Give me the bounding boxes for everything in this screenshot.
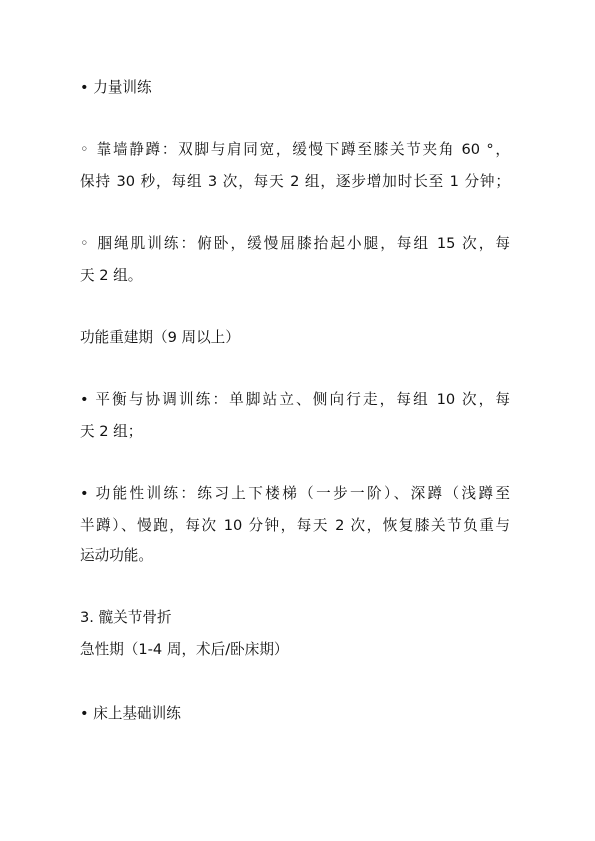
bullet-heading-bed-training: • 床上基础训练: [80, 705, 181, 722]
bullet-balance-training-line-1: • 平衡与协调训练：单脚站立、侧向行走，每组 10 次，每: [80, 391, 510, 408]
section-heading-functional-rebuild: 功能重建期（9 周以上）: [80, 329, 240, 346]
bullet-heading-strength-training: • 力量训练: [80, 79, 152, 96]
bullet-functional-training-line-3: 运动功能。: [80, 547, 153, 564]
section-heading-hip-fracture: 3. 髋关节骨折: [80, 609, 172, 626]
bullet-functional-training-line-1: • 功能性训练：练习上下楼梯（一步一阶）、深蹲（浅蹲至: [80, 485, 510, 502]
sub-bullet-wall-squat-line-2: 保持 30 秒，每组 3 次，每天 2 组，逐步增加时长至 1 分钟；: [80, 173, 510, 190]
sub-bullet-wall-squat-line-1: ◦ 靠墙静蹲：双脚与肩同宽，缓慢下蹲至膝关节夹角 60 °，: [80, 141, 510, 158]
bullet-functional-training-line-2: 半蹲）、慢跑，每次 10 分钟，每天 2 次，恢复膝关节负重与: [80, 517, 510, 534]
bullet-balance-training-line-2: 天 2 组；: [80, 423, 143, 440]
section-heading-acute-phase: 急性期（1-4 周，术后/卧床期）: [80, 641, 289, 658]
sub-bullet-hamstring-line-2: 天 2 组。: [80, 267, 143, 284]
sub-bullet-hamstring-line-1: ◦ 腘绳肌训练：俯卧，缓慢屈膝抬起小腿，每组 15 次，每: [80, 235, 510, 252]
